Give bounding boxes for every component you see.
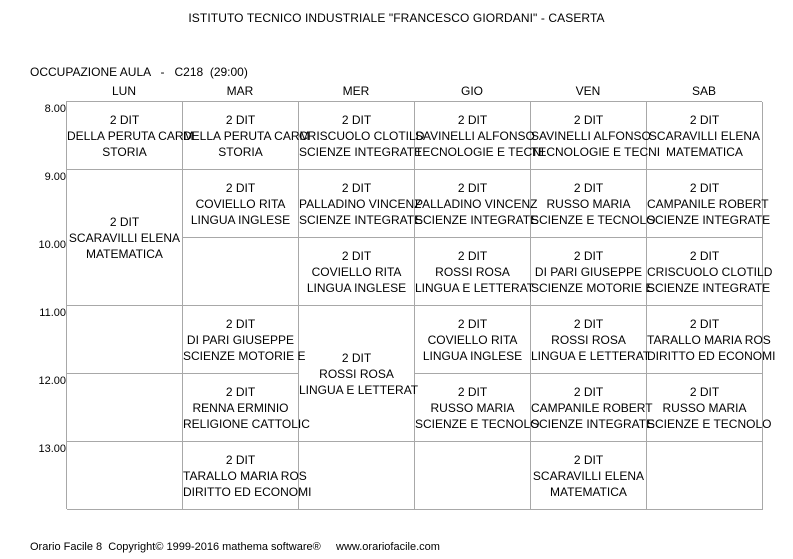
class-label: 2 DIT: [573, 181, 604, 195]
empty-cell[interactable]: [299, 442, 415, 510]
teacher-name: COVIELLO RITA: [195, 197, 286, 211]
class-label: 2 DIT: [341, 249, 372, 263]
room-occupation-label: OCCUPAZIONE AULA - C218 (29:00): [30, 65, 248, 79]
lesson-cell[interactable]: [415, 306, 531, 374]
lesson-cell[interactable]: [183, 374, 310, 442]
class-label: 2 DIT: [109, 113, 140, 127]
empty-cell[interactable]: [67, 306, 183, 374]
teacher-name: RUSSO MARIA: [546, 197, 631, 211]
lesson-cell[interactable]: [531, 374, 655, 442]
class-label: 2 DIT: [457, 317, 488, 331]
subject-name: DIRITTO ED ECONOMI: [647, 349, 776, 363]
teacher-name: DELLA PERUTA CARM: [183, 129, 310, 143]
teacher-name: PALLADINO VINCENZ: [299, 197, 422, 211]
hour-label-10: 10.00: [38, 239, 66, 251]
lesson-cell[interactable]: [531, 102, 661, 170]
teacher-name: SCARAVILLI ELENA: [68, 230, 181, 245]
lesson-cell[interactable]: [299, 306, 419, 442]
subject-name: LINGUA INGLESE: [422, 349, 523, 363]
class-label: 2 DIT: [225, 113, 256, 127]
class-label: 2 DIT: [225, 181, 256, 195]
teacher-name: RUSSO MARIA: [430, 401, 515, 415]
lesson-cell[interactable]: [647, 170, 771, 238]
class-label: 2 DIT: [457, 385, 488, 399]
timetable-grid: [66, 101, 776, 509]
subject-name: LINGUA INGLESE: [306, 281, 407, 295]
teacher-name: CRISCUOLO CLOTILD: [647, 265, 773, 279]
lesson-cell[interactable]: [299, 170, 423, 238]
subject-name: MATEMATICA: [550, 485, 627, 499]
subject-name: LINGUA E LETTERAT: [299, 382, 419, 397]
class-label: 2 DIT: [225, 453, 256, 467]
subject-name: DIRITTO ED ECONOMI: [183, 485, 312, 499]
lesson-cell[interactable]: [531, 238, 654, 306]
day-header-mar: MAR: [226, 84, 254, 98]
teacher-name: COVIELLO RITA: [311, 265, 402, 279]
teacher-name: CAMPANILE ROBERT: [531, 401, 653, 415]
teacher-name: SAVINELLI ALFONSO: [531, 129, 651, 143]
lesson-cell[interactable]: [531, 442, 647, 510]
hour-label-11: 11.00: [39, 307, 66, 319]
school-title: ISTITUTO TECNICO INDUSTRIALE "FRANCESCO GIORDANI" - CASERTA: [188, 11, 605, 25]
empty-cell[interactable]: [647, 442, 763, 510]
teacher-name: PALLADINO VINCENZ: [415, 197, 538, 211]
subject-name: LINGUA E LETTERAT: [415, 281, 535, 295]
lesson-cell[interactable]: [415, 238, 535, 306]
empty-cell[interactable]: [183, 238, 299, 306]
lesson-cell[interactable]: [647, 102, 763, 170]
teacher-name: ROSSI ROSA: [319, 366, 394, 381]
class-label: 2 DIT: [689, 317, 720, 331]
day-header-gio: GIO: [460, 84, 483, 98]
class-label: 2 DIT: [573, 317, 604, 331]
teacher-name: DI PARI GIUSEPPE: [534, 265, 643, 279]
subject-name: TECNOLOGIE E TECNI: [531, 145, 661, 159]
lesson-cell[interactable]: [531, 170, 656, 238]
lesson-cell[interactable]: [183, 306, 306, 374]
hour-label-8: 8.00: [44, 103, 66, 115]
class-label: 2 DIT: [225, 317, 256, 331]
empty-cell[interactable]: [415, 442, 531, 510]
class-label: 2 DIT: [109, 214, 140, 229]
teacher-name: CAMPANILE ROBERT: [647, 197, 769, 211]
teacher-name: COVIELLO RITA: [427, 333, 518, 347]
subject-name: SCIENZE INTEGRATE: [531, 417, 655, 431]
subject-name: SCIENZE INTEGRATE: [299, 213, 423, 227]
subject-name: SCIENZE INTEGRATE: [415, 213, 539, 227]
subject-name: MATEMATICA: [86, 246, 163, 261]
empty-cell[interactable]: [67, 374, 183, 442]
hour-label-9: 9.00: [44, 171, 66, 183]
subject-name: SCIENZE INTEGRATE: [647, 213, 771, 227]
class-label: 2 DIT: [573, 453, 604, 467]
teacher-name: ROSSI ROSA: [435, 265, 510, 279]
class-label: 2 DIT: [341, 181, 372, 195]
lesson-cell[interactable]: [647, 238, 773, 306]
teacher-name: DI PARI GIUSEPPE: [186, 333, 295, 347]
subject-name: SCIENZE MOTORIE E: [531, 281, 654, 295]
subject-name: LINGUA E LETTERAT: [531, 349, 651, 363]
teacher-name: CRISCUOLO CLOTILD: [299, 129, 425, 143]
subject-name: SCIENZE E TECNOLO: [531, 213, 656, 227]
lesson-cell[interactable]: [415, 170, 539, 238]
class-label: 2 DIT: [689, 113, 720, 127]
lesson-cell[interactable]: [415, 102, 545, 170]
lesson-cell[interactable]: [67, 102, 194, 170]
teacher-name: RENNA ERMINIO: [192, 401, 289, 415]
subject-name: STORIA: [218, 145, 263, 159]
day-header-lun: LUN: [111, 84, 136, 98]
subject-name: SCIENZE INTEGRATE: [299, 145, 423, 159]
subject-name: MATEMATICA: [666, 145, 743, 159]
teacher-name: ROSSI ROSA: [551, 333, 626, 347]
lesson-cell[interactable]: [183, 102, 310, 170]
day-header-sab: SAB: [691, 84, 716, 98]
teacher-name: SAVINELLI ALFONSO: [415, 129, 535, 143]
class-label: 2 DIT: [457, 113, 488, 127]
class-label: 2 DIT: [689, 385, 720, 399]
hour-label-12: 12.00: [38, 375, 66, 387]
lesson-cell[interactable]: [183, 170, 299, 238]
subject-name: SCIENZE E TECNOLO: [647, 417, 772, 431]
class-label: 2 DIT: [457, 181, 488, 195]
class-label: 2 DIT: [689, 249, 720, 263]
lesson-cell[interactable]: [415, 374, 540, 442]
lesson-cell[interactable]: [299, 102, 425, 170]
subject-name: SCIENZE INTEGRATE: [647, 281, 771, 295]
subject-name: STORIA: [102, 145, 147, 159]
empty-cell[interactable]: [67, 442, 183, 510]
lesson-cell[interactable]: [647, 306, 776, 374]
teacher-name: TARALLO MARIA ROS: [183, 469, 307, 483]
class-label: 2 DIT: [341, 350, 372, 365]
teacher-name: SCARAVILLI ELENA: [532, 469, 645, 483]
day-header-mer: MER: [342, 84, 370, 98]
copyright-footer: Orario Facile 8 Copyright© 1999-2016 mathema software® www.orariofacile.com: [30, 541, 440, 553]
class-label: 2 DIT: [573, 249, 604, 263]
class-label: 2 DIT: [573, 385, 604, 399]
teacher-name: TARALLO MARIA ROS: [647, 333, 771, 347]
subject-name: TECNOLOGIE E TECNI: [415, 145, 545, 159]
day-header-ven: VEN: [575, 84, 601, 98]
lesson-cell[interactable]: [299, 238, 415, 306]
lesson-cell[interactable]: [531, 306, 651, 374]
class-label: 2 DIT: [341, 113, 372, 127]
teacher-name: SCARAVILLI ELENA: [648, 129, 761, 143]
subject-name: SCIENZE E TECNOLO: [415, 417, 540, 431]
class-label: 2 DIT: [573, 113, 604, 127]
hour-label-13: 13.00: [38, 443, 66, 455]
lesson-cell[interactable]: [183, 442, 312, 510]
lesson-cell[interactable]: [67, 170, 183, 306]
class-label: 2 DIT: [689, 181, 720, 195]
class-label: 2 DIT: [457, 249, 488, 263]
lesson-cell[interactable]: [647, 374, 772, 442]
subject-name: LINGUA INGLESE: [190, 213, 291, 227]
teacher-name: DELLA PERUTA CARM: [67, 129, 194, 143]
subject-name: SCIENZE MOTORIE E: [183, 349, 306, 363]
teacher-name: RUSSO MARIA: [662, 401, 747, 415]
subject-name: RELIGIONE CATTOLIC: [183, 417, 310, 431]
class-label: 2 DIT: [225, 385, 256, 399]
